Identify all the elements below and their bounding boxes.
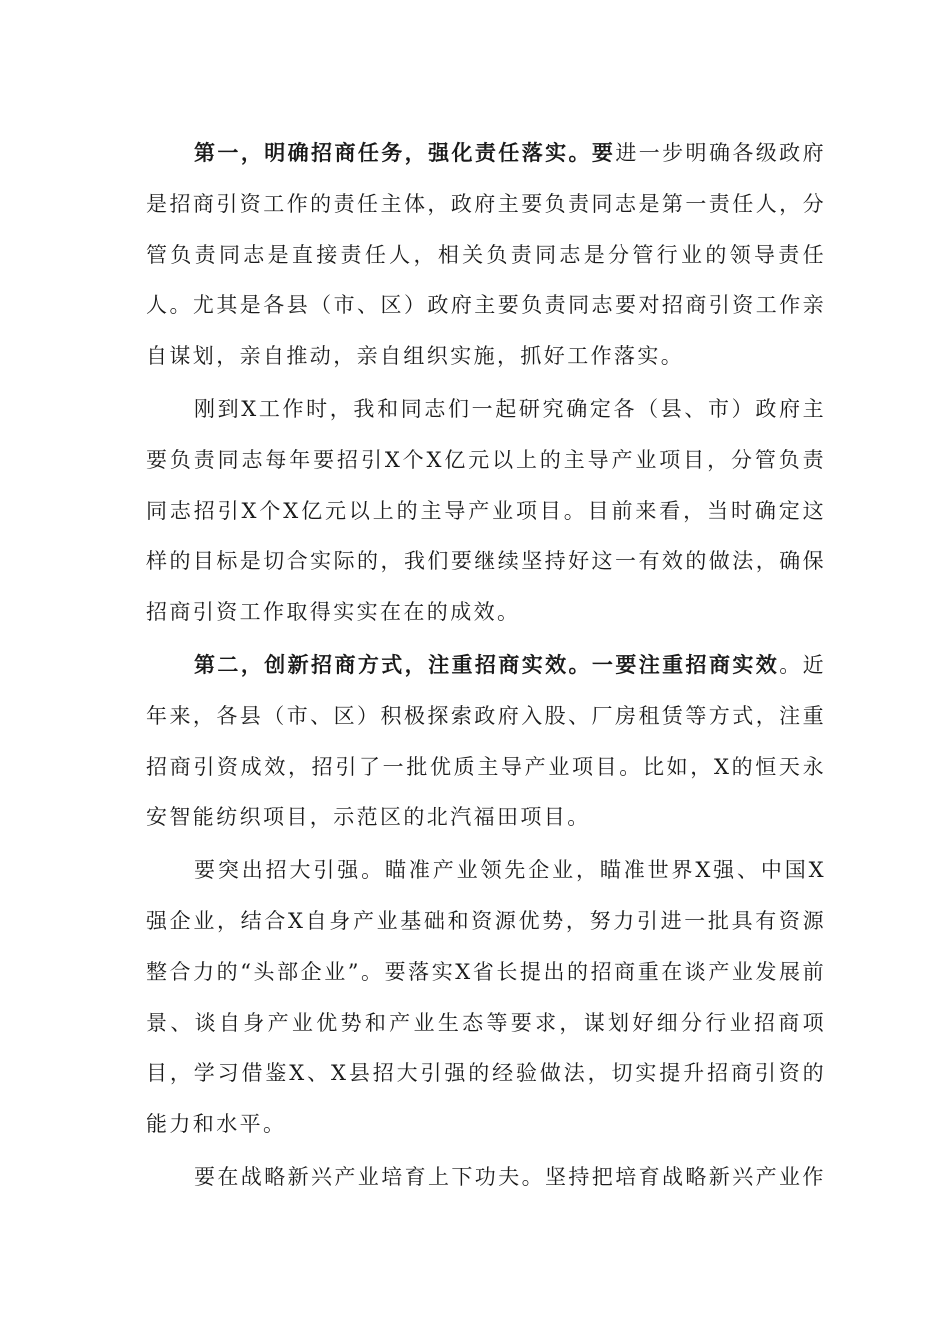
paragraph-1-text: 进一步明确各级政府是招商引资工作的责任主体，政府主要负责同志是第一责任人，分管负责同志是直接责任人，相关负责同志是分管行业的领导责任人。尤其是各县（市、区）政府主要负责同志要对招商引资工作亲自谋划，亲自推动，亲自组织实施，抓好工作落实。 bbox=[146, 141, 826, 369]
paragraph-1-heading: 第一，明确招商任务，强化责任落实。要 bbox=[194, 141, 616, 165]
paragraph-5-text: 要在战略新兴产业培育上下功夫。坚持把培育战略新兴产业作 bbox=[194, 1164, 826, 1189]
paragraph-2-text: 刚到X工作时，我和同志们一起研究确定各（县、市）政府主要负责同志每年要招引X个X亿元以上的主导产业项目，分管负责同志招引X个X亿元以上的主导产业项目。目前来看，当时确定这样的目标是切合实际的，我们要继续坚持好这一有效的做法，确保招商引资工作取得实实在在的成效。 bbox=[146, 396, 826, 625]
paragraph-3-heading: 第二，创新招商方式，注重招商实效。一要注重招商实效 bbox=[194, 652, 780, 677]
paragraph-3-text: 。近年来，各县（市、区）积极探索政府入股、厂房租赁等方式，注重招商引资成效，招引了一批优质主导产业项目。比如，X的恒天永安智能纺织项目，示范区的北汽福田项目。 bbox=[146, 652, 826, 830]
paragraph-3 bbox=[146, 640, 826, 843]
paragraph-4 bbox=[146, 845, 826, 1150]
paragraph-1 bbox=[146, 128, 826, 382]
paragraph-5 bbox=[146, 1152, 826, 1203]
document-body bbox=[146, 128, 826, 1203]
paragraph-2 bbox=[146, 384, 826, 638]
paragraph-4-text: 要突出招大引强。瞄准产业领先企业，瞄准世界X强、中国X强企业，结合X自身产业基础和资源优势，努力引进一批具有资源整合力的“头部企业”。要落实X省长提出的招商重在谈产业发展前景、谈自身产业优势和产业生态等要求，谋划好细分行业招商项目，学习借鉴X、X县招大引强的经验做法，切实提升招商引资的能力和水平。 bbox=[146, 858, 826, 1137]
